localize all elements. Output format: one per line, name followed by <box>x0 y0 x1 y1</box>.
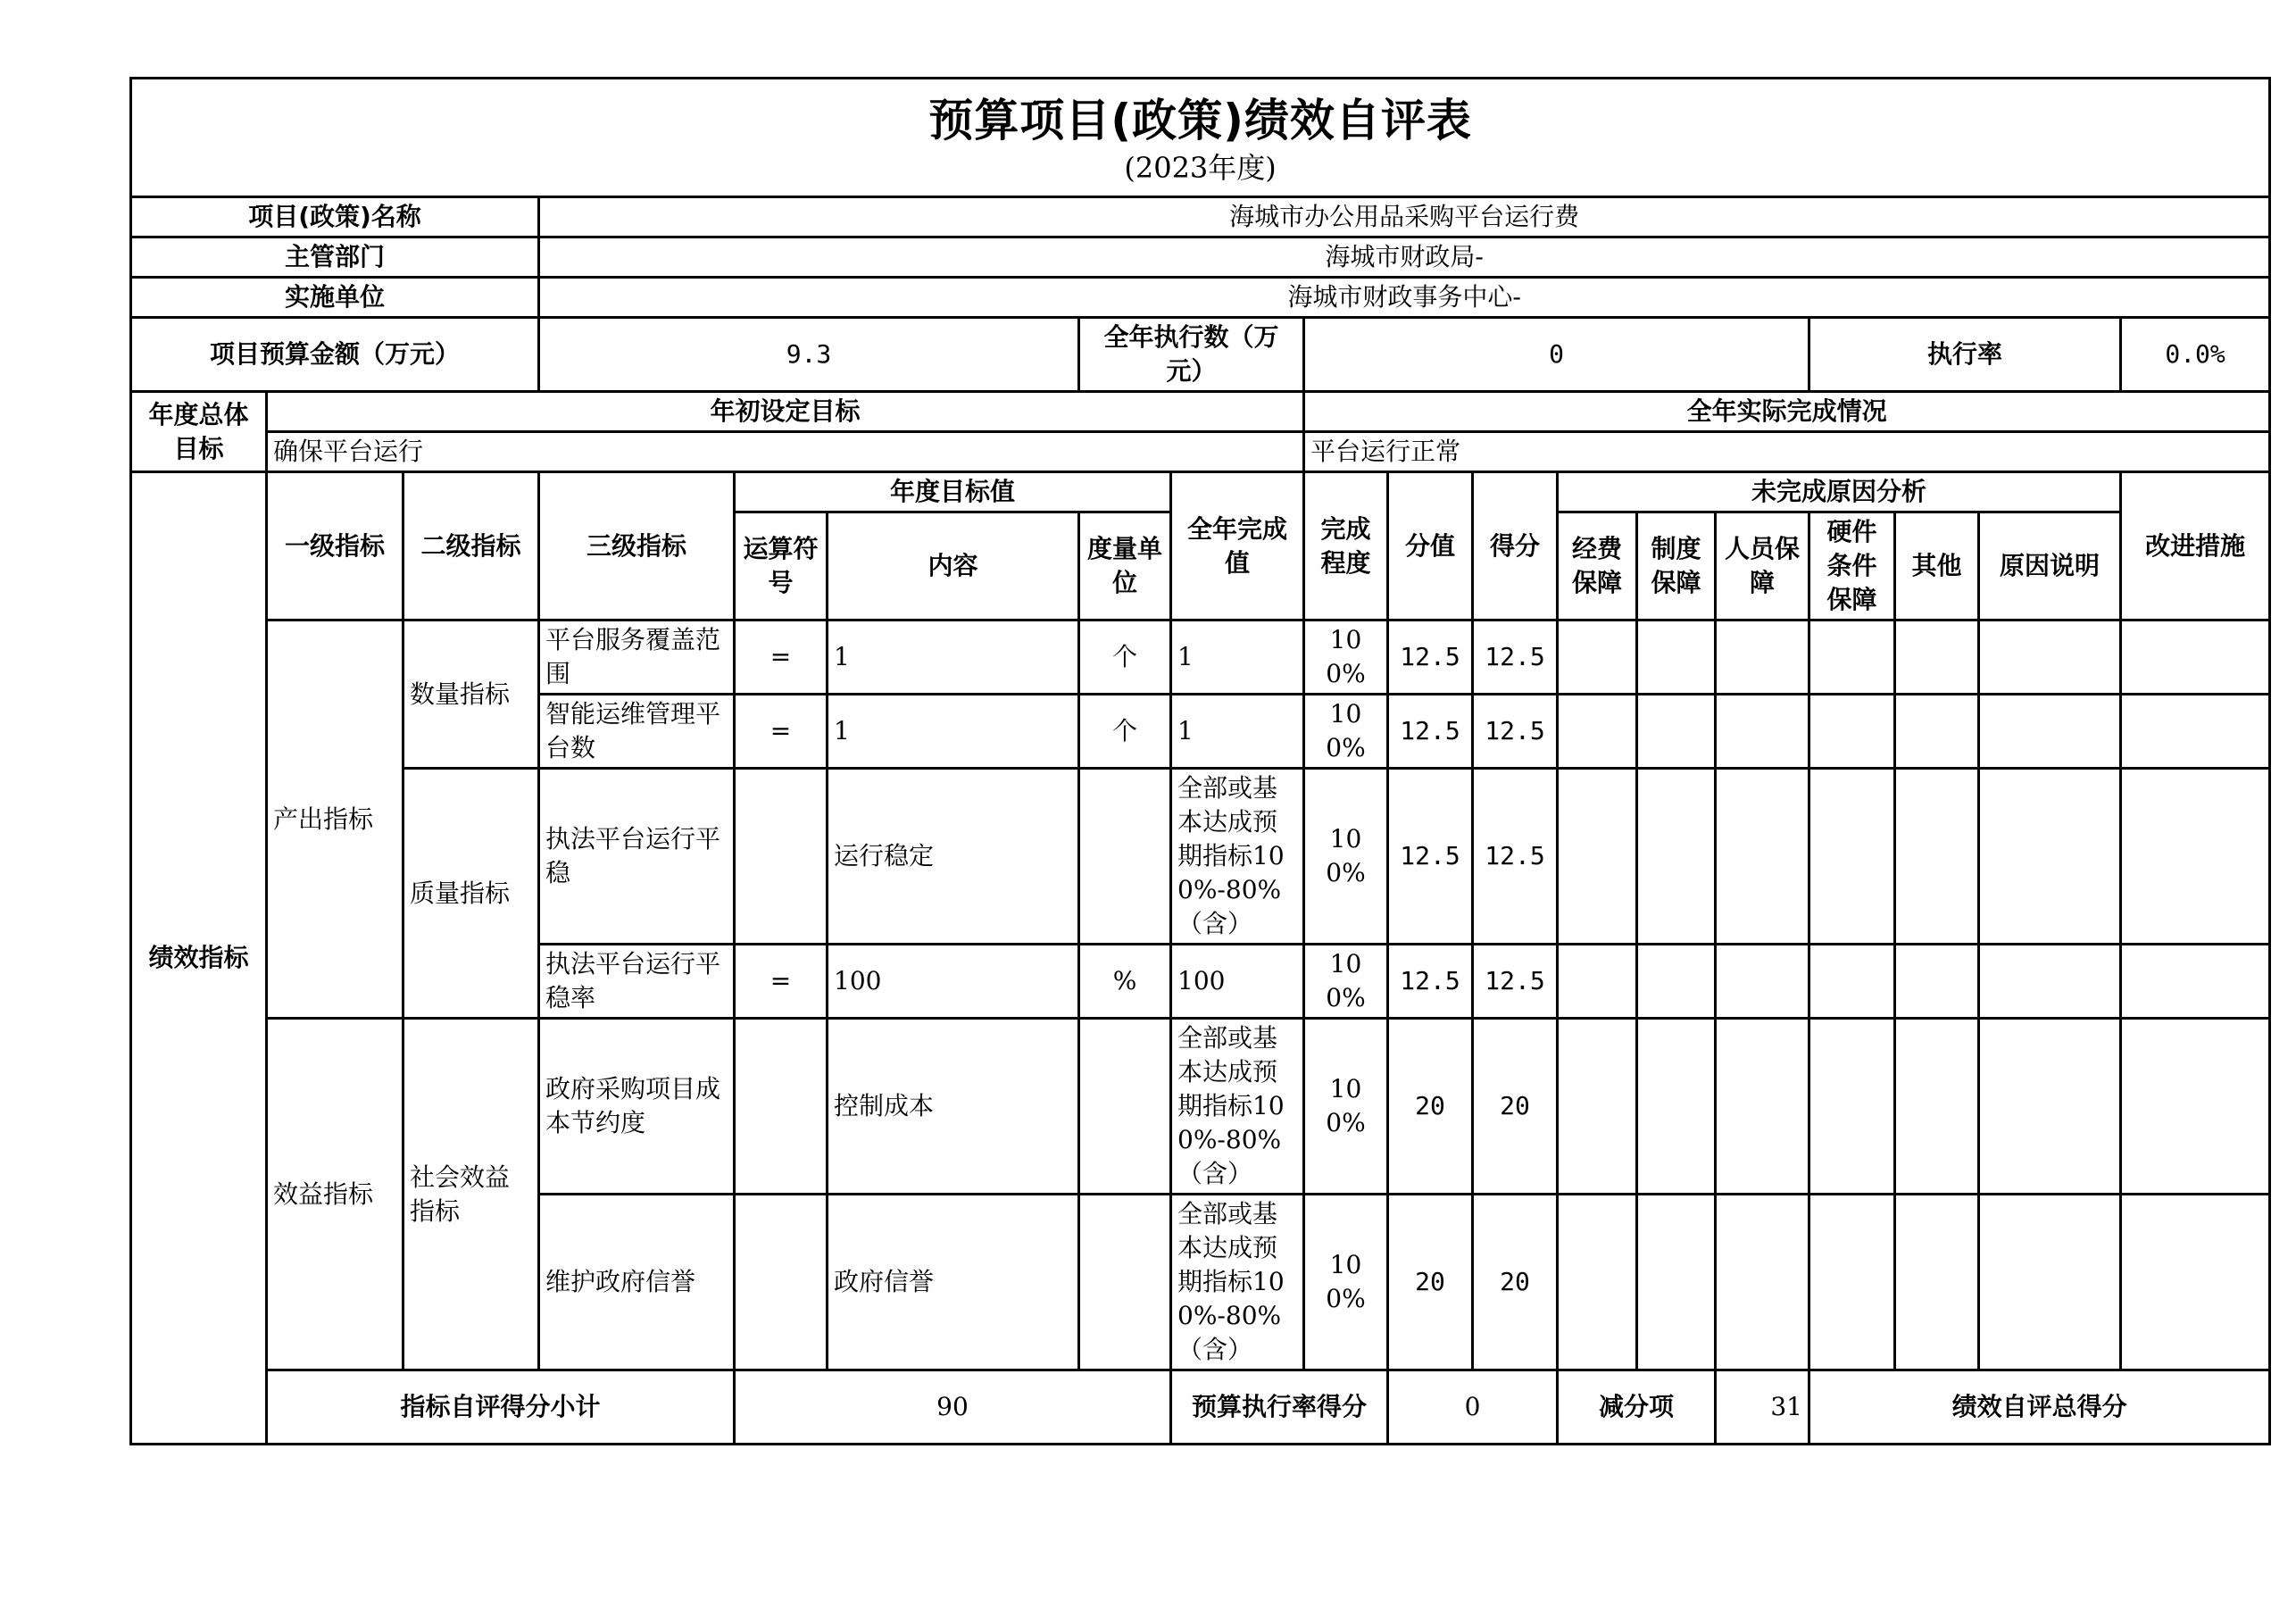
row-content: 运行稳定 <box>828 769 1079 945</box>
row-name: 平台服务覆盖范围 <box>539 620 735 695</box>
row-value: 全部或基本达成预期指标100%-80%（含） <box>1171 1195 1304 1370</box>
row-score: 12.5 <box>1473 695 1558 769</box>
row-unit: 个 <box>1079 695 1171 769</box>
row-weight: 12.5 <box>1388 620 1473 695</box>
table-row <box>131 1019 2270 1195</box>
unit-measure-header: 度量单位 <box>1079 512 1171 620</box>
row-score: 12.5 <box>1473 945 1558 1019</box>
project-name-value: 海城市办公用品采购平台运行费 <box>539 197 2270 237</box>
row-degree: 100% <box>1304 945 1388 1019</box>
row-name: 智能运维管理平台数 <box>539 695 735 769</box>
row-op: = <box>735 945 828 1019</box>
row-degree: 100% <box>1304 620 1388 695</box>
exec-rate-label: 执行率 <box>1809 318 2121 392</box>
row-score: 20 <box>1473 1195 1558 1370</box>
row-degree: 100% <box>1304 695 1388 769</box>
row-weight: 20 <box>1388 1195 1473 1370</box>
row-value: 1 <box>1171 695 1304 769</box>
fund-header: 经费保障 <box>1558 512 1637 620</box>
target-header: 年度目标值 <box>735 472 1171 512</box>
system-header: 制度保障 <box>1637 512 1716 620</box>
row-op: = <box>735 620 828 695</box>
quality-group: 质量指标 <box>403 769 539 1019</box>
executed-value: 0 <box>1304 318 1809 392</box>
reason-header: 原因说明 <box>1979 512 2121 620</box>
quantity-group: 数量指标 <box>403 620 539 769</box>
other-header: 其他 <box>1895 512 1979 620</box>
benefit-group: 效益指标 <box>267 1019 403 1370</box>
content-header: 内容 <box>828 512 1079 620</box>
row-name: 政府采购项目成本节约度 <box>539 1019 735 1195</box>
executed-label: 全年执行数（万元） <box>1079 318 1304 392</box>
row-value: 全部或基本达成预期指标100%-80%（含） <box>1171 769 1304 945</box>
total-label: 绩效自评总得分 <box>1809 1370 2270 1445</box>
subtotal-value: 90 <box>735 1370 1171 1445</box>
budget-label: 项目预算金额（万元） <box>131 318 539 392</box>
row-content: 100 <box>828 945 1079 1019</box>
op-header: 运算符号 <box>735 512 828 620</box>
initial-goal-label: 年初设定目标 <box>267 392 1304 432</box>
row-name: 维护政府信誉 <box>539 1195 735 1370</box>
exec-score-label: 预算执行率得分 <box>1171 1370 1388 1445</box>
overall-goal-label: 年度总体目标 <box>131 392 267 472</box>
row-content: 1 <box>828 695 1079 769</box>
row-unit: 个 <box>1079 620 1171 695</box>
budget-value: 9.3 <box>539 318 1079 392</box>
improve-header: 改进措施 <box>2121 472 2270 620</box>
row-unit: % <box>1079 945 1171 1019</box>
row-weight: 12.5 <box>1388 769 1473 945</box>
hardware-header: 硬件条件保障 <box>1809 512 1895 620</box>
row-op <box>735 1195 828 1370</box>
initial-goal-value: 确保平台运行 <box>267 432 1304 472</box>
row-name: 执法平台运行平稳率 <box>539 945 735 1019</box>
row-content: 控制成本 <box>828 1019 1079 1195</box>
row-weight: 20 <box>1388 1019 1473 1195</box>
deduct-label: 减分项 <box>1558 1370 1716 1445</box>
evaluation-sheet <box>129 77 2246 1445</box>
level1-header: 一级指标 <box>267 472 403 620</box>
row-unit <box>1079 1195 1171 1370</box>
social-group: 社会效益指标 <box>403 1019 539 1370</box>
output-group: 产出指标 <box>267 620 403 1019</box>
row-unit <box>1079 769 1171 945</box>
table-row <box>131 620 2270 695</box>
row-degree: 100% <box>1304 1195 1388 1370</box>
row-unit <box>1079 1019 1171 1195</box>
row-name: 执法平台运行平稳 <box>539 769 735 945</box>
header <box>131 79 2270 197</box>
page-title: 预算项目(政策)绩效自评表 <box>928 95 1472 146</box>
indicators-label: 绩效指标 <box>131 472 267 1445</box>
row-degree: 100% <box>1304 769 1388 945</box>
row-weight: 12.5 <box>1388 695 1473 769</box>
score-header: 得分 <box>1473 472 1558 620</box>
row-score: 20 <box>1473 1019 1558 1195</box>
row-content: 1 <box>828 620 1079 695</box>
year-label: (2023年度) <box>1124 151 1277 185</box>
department-label: 主管部门 <box>131 237 539 278</box>
row-value: 100 <box>1171 945 1304 1019</box>
actual-label: 全年实际完成情况 <box>1304 392 2270 432</box>
summary-row <box>131 1370 2270 1445</box>
evaluation-table <box>129 77 2271 1445</box>
full-value-header: 全年完成值 <box>1171 472 1304 620</box>
exec-score-value: 0 <box>1388 1370 1558 1445</box>
row-op <box>735 1019 828 1195</box>
degree-header: 完成程度 <box>1304 472 1388 620</box>
table-row <box>131 769 2270 945</box>
row-degree: 100% <box>1304 1019 1388 1195</box>
subtotal-label: 指标自评得分小计 <box>267 1370 735 1445</box>
row-weight: 12.5 <box>1388 945 1473 1019</box>
unit-label: 实施单位 <box>131 278 539 318</box>
department-value: 海城市财政局- <box>539 237 2270 278</box>
level2-header: 二级指标 <box>403 472 539 620</box>
project-name-label: 项目(政策)名称 <box>131 197 539 237</box>
row-value: 1 <box>1171 620 1304 695</box>
level3-header: 三级指标 <box>539 472 735 620</box>
score-value-header: 分值 <box>1388 472 1473 620</box>
row-op <box>735 769 828 945</box>
actual-value: 平台运行正常 <box>1304 432 2270 472</box>
deduct-value: 31 <box>1716 1370 1809 1445</box>
unfinished-header: 未完成原因分析 <box>1558 472 2121 512</box>
staff-header: 人员保障 <box>1716 512 1809 620</box>
row-op: = <box>735 695 828 769</box>
row-score: 12.5 <box>1473 620 1558 695</box>
row-score: 12.5 <box>1473 769 1558 945</box>
exec-rate-value: 0.0% <box>2121 318 2270 392</box>
row-value: 全部或基本达成预期指标100%-80%（含） <box>1171 1019 1304 1195</box>
unit-value: 海城市财政事务中心- <box>539 278 2270 318</box>
row-content: 政府信誉 <box>828 1195 1079 1370</box>
